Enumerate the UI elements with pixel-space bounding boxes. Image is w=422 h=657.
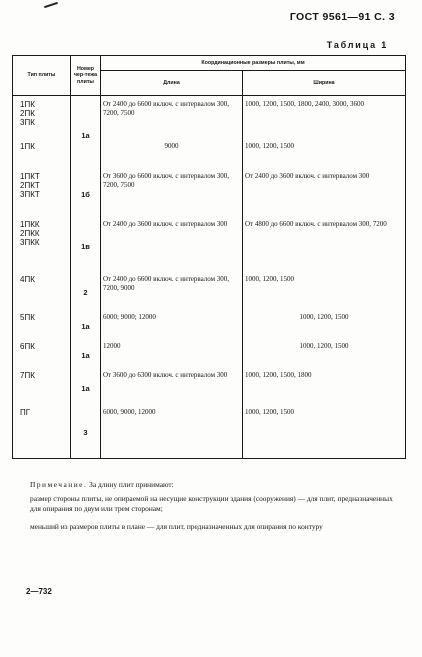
- plate-type: 4ПК: [20, 274, 35, 284]
- width-cell: 1000, 1200, 1500, 1800, 2400, 3000, 3600: [243, 96, 406, 142]
- drawing-number: 1а: [71, 313, 101, 342]
- length-cell: От 2400 до 6600 включ. с интервалом 300, 7200, 7500: [101, 96, 243, 142]
- note-item-1: размер стороны плиты, не опираемой на несущие конструкции здания (сооружения) — для плит, предназначенных для опирания по двум или трем сторонам;: [30, 494, 393, 513]
- note-intro-text: За длину плит принимают:: [89, 480, 174, 489]
- table-row: [13, 275, 406, 313]
- plate-type-cell: [13, 220, 71, 275]
- length-cell: 9000: [101, 142, 243, 172]
- column-header-width: Ширина: [243, 71, 406, 96]
- drawing-number: 1в: [71, 220, 101, 275]
- length-cell: От 3600 до 6600 включ. с интервалом 300, 7200, 7500: [101, 172, 243, 220]
- column-header-coordinate-sizes: Координационные размеры плиты, мм: [101, 56, 406, 71]
- table-row: [13, 172, 406, 220]
- table-row: [13, 371, 406, 408]
- drawing-number: 1а: [71, 342, 101, 371]
- plate-type: 3ПКТ: [20, 189, 40, 199]
- length-cell: 6000; 9000; 12000: [101, 313, 243, 342]
- note-item-2: меньший из размеров плиты в плане — для плит, предназначенных для опирания по контуру: [30, 522, 323, 531]
- plate-type: 1ПКТ: [20, 171, 40, 181]
- plate-type: ПГ: [20, 407, 31, 417]
- note-label: Примечание.: [30, 480, 88, 489]
- plate-type: 2ПКТ: [20, 180, 40, 190]
- plate-type-cell: [13, 342, 71, 371]
- column-header-drawing-number: Номер чер-тежа плиты: [71, 56, 101, 96]
- width-cell: От 4800 до 6600 включ. с интервалом 300, 7200: [243, 220, 406, 275]
- plate-type: 5ПК: [20, 312, 35, 322]
- column-header-type: Тип плиты: [13, 56, 71, 96]
- drawing-number: 1а: [71, 371, 101, 408]
- drawing-number: 1б: [71, 172, 101, 220]
- plate-type: 3ПКК: [20, 237, 40, 247]
- plate-type: 2ПК: [20, 109, 35, 119]
- note-intro: [30, 480, 402, 490]
- page-number: 2—732: [26, 587, 52, 596]
- plate-type-cell: [13, 313, 71, 342]
- table-row: [13, 313, 406, 342]
- width-cell: 1000, 1200, 1500: [243, 313, 406, 342]
- width-cell: 1000, 1200, 1500: [243, 275, 406, 313]
- drawing-number: 3: [71, 408, 101, 459]
- plate-type: 1ПК: [20, 100, 35, 109]
- scan-mark: [44, 2, 58, 8]
- length-cell: От 3600 до 6300 включ. с интервалом 300: [101, 371, 243, 408]
- plate-type: 7ПК: [20, 370, 35, 380]
- length-cell: 12000: [101, 342, 243, 371]
- plate-type: 3ПК: [20, 118, 35, 128]
- length-cell: От 2400 до 6600 включ. с интервалом 300, 7200, 9000: [101, 275, 243, 313]
- table-row: [13, 96, 406, 142]
- width-cell: 1000, 1200, 1500: [243, 142, 406, 172]
- column-header-length: Длина: [101, 71, 243, 96]
- drawing-number: 1а: [71, 96, 101, 172]
- table-row: [13, 220, 406, 275]
- width-cell: 1000, 1200, 1500: [243, 408, 406, 459]
- length-cell: 6000, 9000, 12000: [101, 408, 243, 459]
- plate-type: 1ПКК: [20, 219, 40, 229]
- plate-type: 1ПК: [20, 141, 35, 151]
- plate-type-cell: [13, 371, 71, 408]
- table-row: [13, 342, 406, 371]
- plate-type-cell: [13, 142, 71, 172]
- plates-table: [12, 55, 406, 459]
- plate-type-cell: [13, 172, 71, 220]
- width-cell: От 2400 до 3600 включ. с интервалом 300: [243, 172, 406, 220]
- page-header: ГОСТ 9561—91 С. 3: [289, 11, 395, 23]
- plate-type: 6ПК: [20, 341, 35, 351]
- length-cell: От 2400 до 3600 включ. с интервалом 300: [101, 220, 243, 275]
- plate-type-cell: [13, 96, 71, 142]
- plate-type: 2ПКК: [20, 228, 40, 238]
- drawing-number: 2: [71, 275, 101, 313]
- table-row: [13, 408, 406, 459]
- width-cell: 1000, 1200, 1500, 1800: [243, 371, 406, 408]
- plate-type-cell: [13, 275, 71, 313]
- table-label: Таблица 1: [326, 40, 388, 50]
- width-cell: 1000, 1200, 1500: [243, 342, 406, 371]
- plate-type-cell: [13, 408, 71, 459]
